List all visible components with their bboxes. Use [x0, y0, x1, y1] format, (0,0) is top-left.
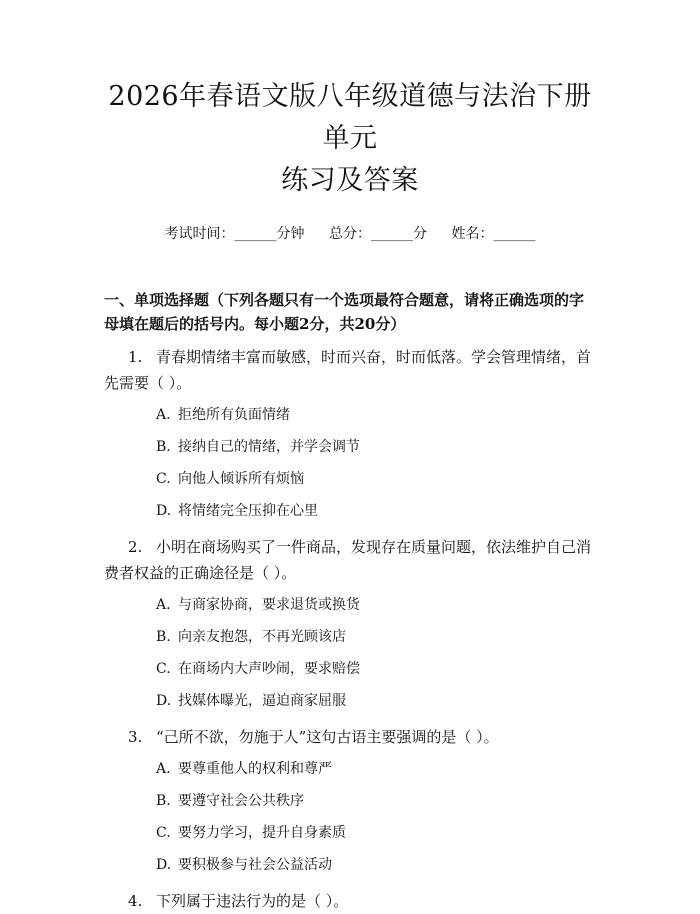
question-text: 下列属于违法行为的是（ ）。	[156, 892, 349, 910]
option-text: 在商场内大声吵闹，要求赔偿	[178, 661, 360, 677]
option-letter: C.	[156, 661, 171, 677]
option-item	[104, 470, 596, 488]
option-text: 将情绪完全压抑在心里	[178, 503, 318, 519]
option-letter: C.	[156, 471, 171, 487]
option-item	[104, 596, 596, 614]
option-text: 要尊重他人的权利和尊严	[178, 761, 332, 777]
option-text: 要遵守社会公共秩序	[178, 793, 304, 809]
question-text: 青春期情绪丰富而敏感，时而兴奋，时而低落。学会管理情绪，首先需要（ ）。	[104, 348, 592, 392]
question-number: 2.	[128, 538, 143, 556]
option-text: 拒绝所有负面情绪	[178, 407, 290, 423]
question	[104, 888, 596, 914]
option-item	[104, 628, 596, 646]
document-title	[104, 0, 596, 202]
section-title: 一、单项选择题（下列各题只有一个选项最符合题意，请将正确选项的字母填在题后的括号内。每小题2分，共20分）	[104, 291, 585, 333]
option-letter: B.	[156, 629, 171, 645]
exam-meta	[104, 224, 596, 244]
option-item	[104, 438, 596, 456]
option-list	[104, 760, 596, 874]
exam-score: 总分：______分	[329, 226, 427, 242]
question-text: “己所不欲，勿施于人”这句古语主要强调的是（ ）。	[156, 728, 499, 746]
option-letter: A.	[156, 407, 171, 423]
question-number: 3.	[128, 728, 143, 746]
title-line-2: 练习及答案	[281, 165, 419, 196]
option-letter: C.	[156, 825, 171, 841]
option-list	[104, 596, 596, 710]
option-text: 向亲友抱怨，不再光顾该店	[178, 629, 346, 645]
title-line-1: 2026年春语文版八年级道德与法治下册单元	[108, 81, 592, 154]
option-item	[104, 760, 596, 778]
option-text: 向他人倾诉所有烦恼	[178, 471, 304, 487]
option-item	[104, 824, 596, 842]
question-number: 4.	[128, 892, 143, 910]
option-letter: D.	[156, 857, 172, 873]
option-letter: A.	[156, 597, 171, 613]
exam-name: 姓名：______	[451, 226, 536, 242]
exam-time: 考试时间：______分钟	[164, 226, 305, 242]
option-item	[104, 660, 596, 678]
option-letter: A.	[156, 761, 171, 777]
option-item	[104, 502, 596, 520]
option-letter: B.	[156, 439, 171, 455]
option-letter: B.	[156, 793, 171, 809]
option-text: 找媒体曝光，逼迫商家屈服	[178, 693, 346, 709]
option-item	[104, 692, 596, 710]
option-text: 接纳自己的情绪，并学会调节	[178, 439, 360, 455]
option-item	[104, 856, 596, 874]
option-item	[104, 792, 596, 810]
question	[104, 534, 596, 586]
option-list	[104, 406, 596, 520]
question-text: 小明在商场购买了一件商品，发现存在质量问题，依法维护自己消费者权益的正确途径是（ ）。	[104, 538, 592, 582]
option-text: 要积极参与社会公益活动	[178, 857, 332, 873]
option-text: 与商家协商，要求退货或换货	[178, 597, 360, 613]
option-text: 要努力学习，提升自身素质	[178, 825, 346, 841]
question-list	[104, 344, 596, 914]
option-letter: D.	[156, 693, 172, 709]
question-number: 1.	[128, 348, 143, 366]
question	[104, 724, 596, 750]
option-item	[104, 406, 596, 424]
option-letter: D.	[156, 503, 172, 519]
question	[104, 344, 596, 396]
